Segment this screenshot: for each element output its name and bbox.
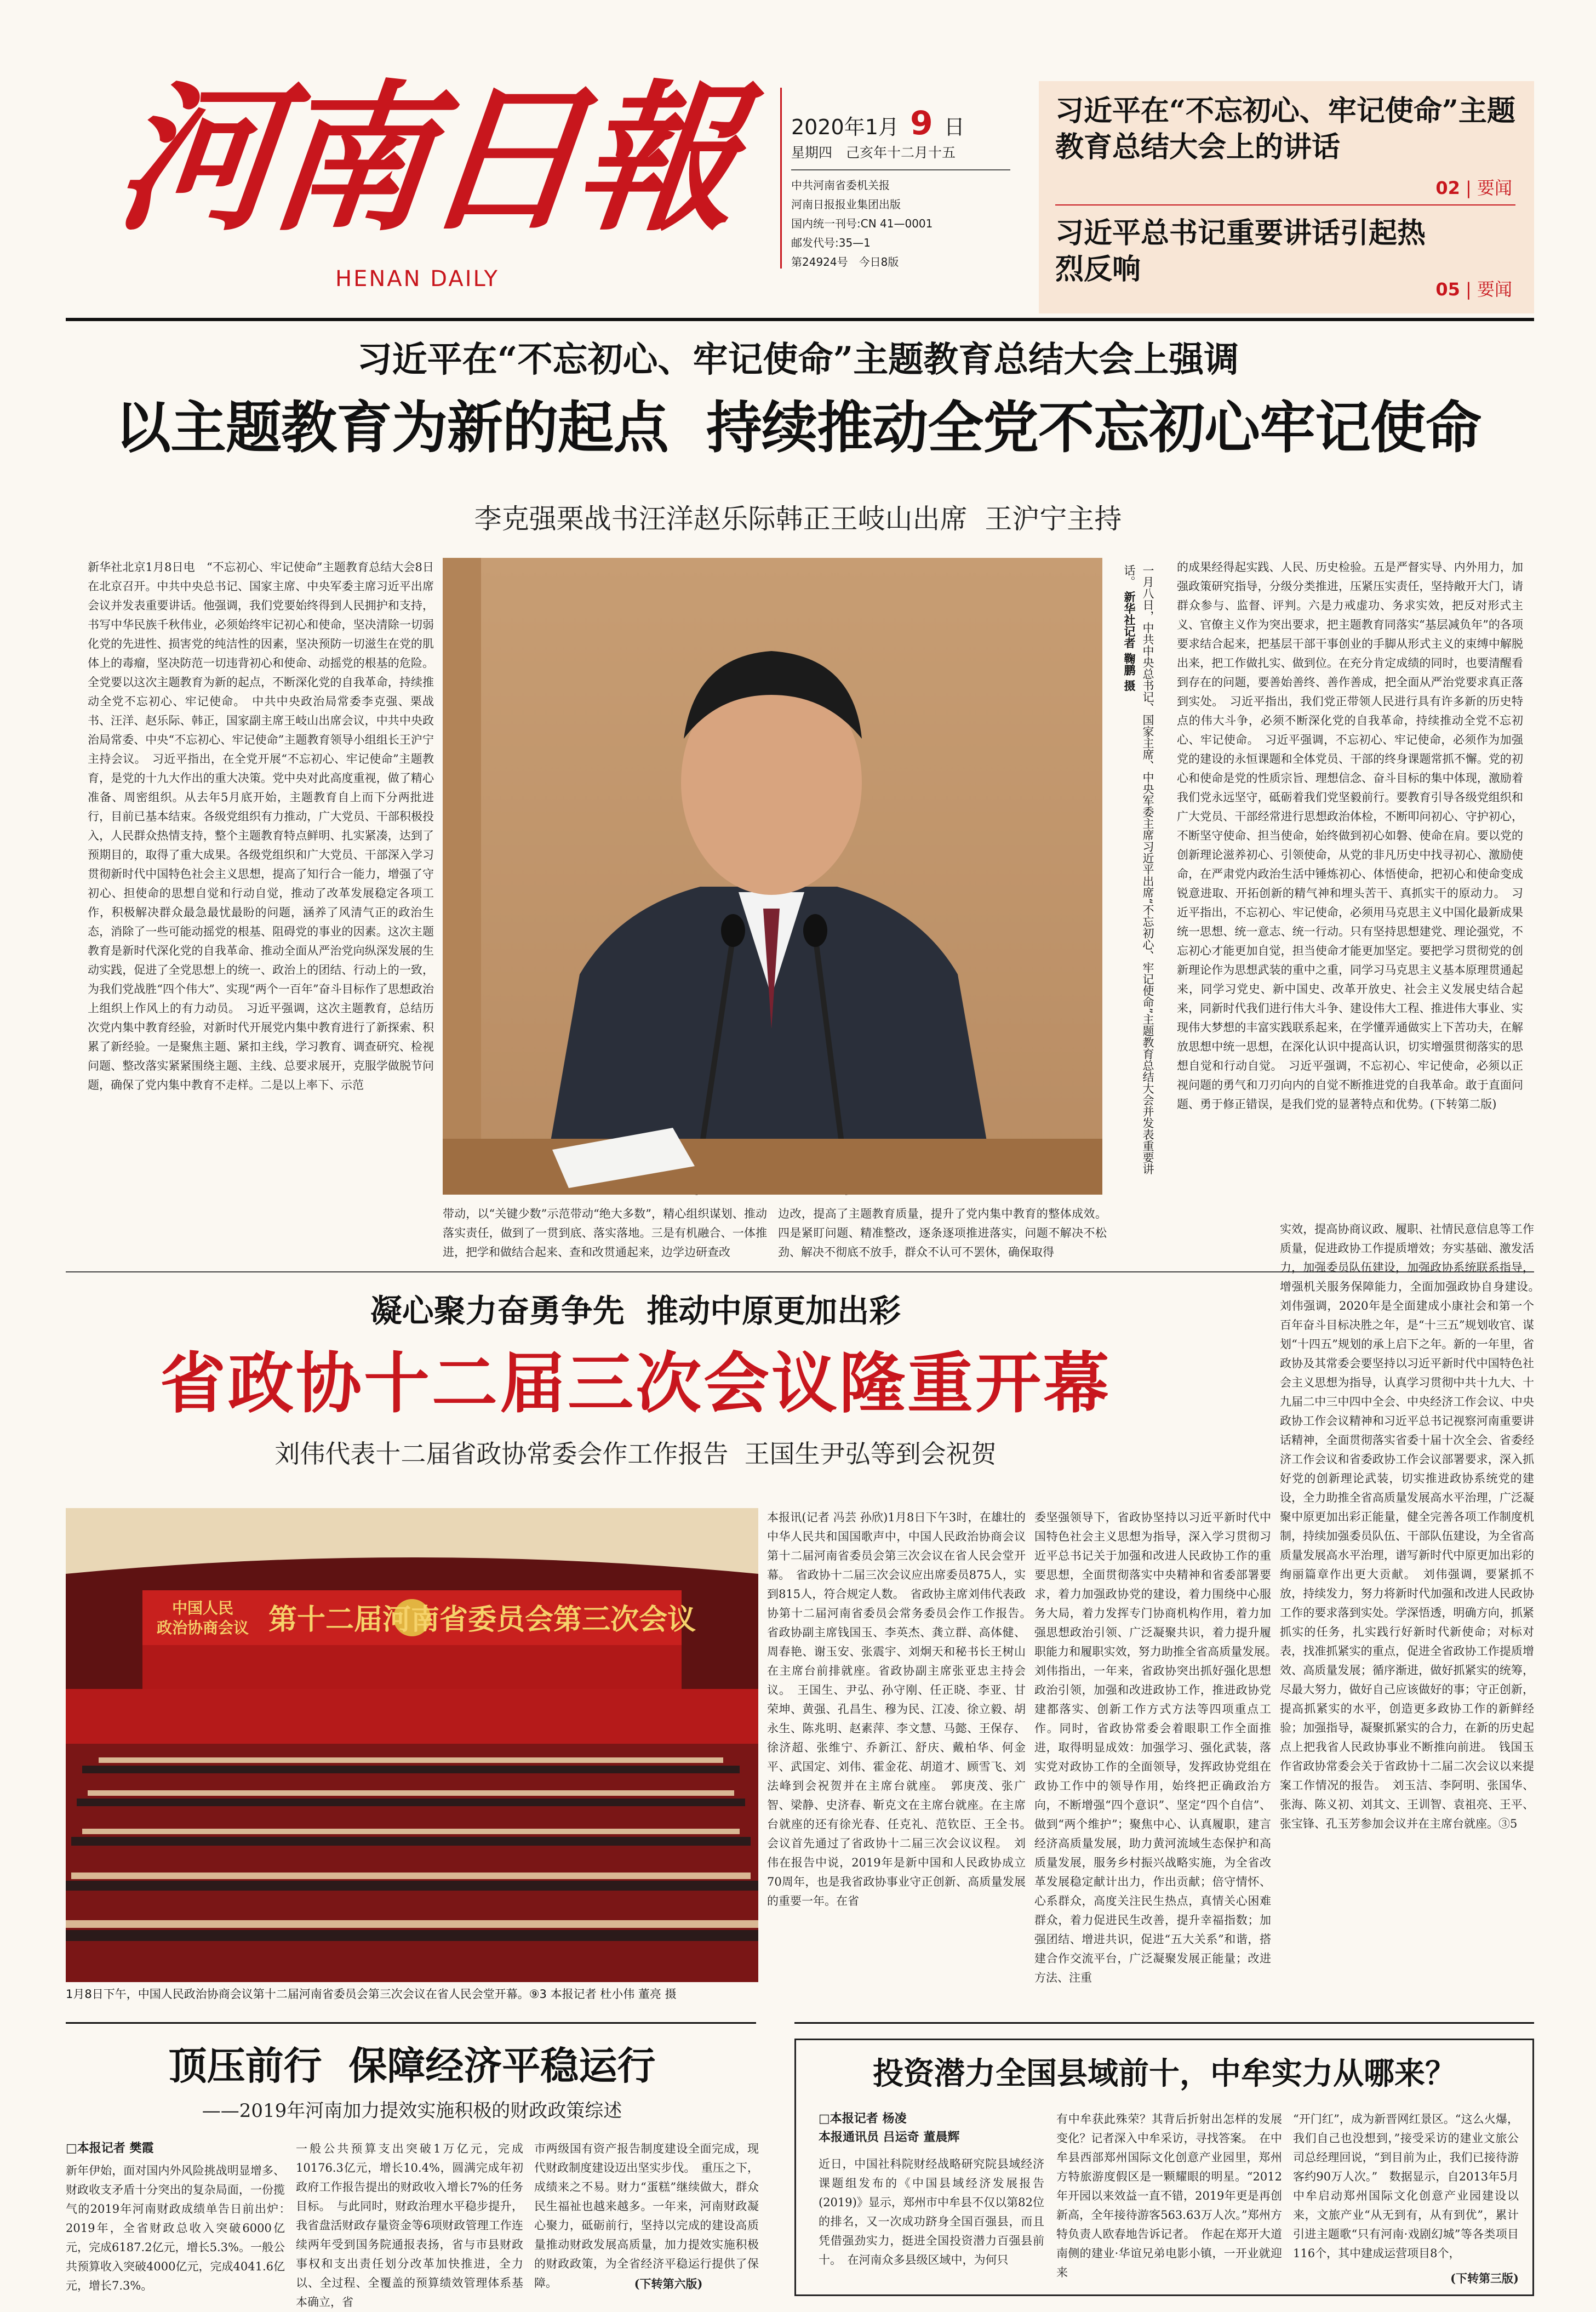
- story4-byline-1: □本报记者 杨凌: [819, 2112, 907, 2126]
- story3-subtitle: ——2019年河南加力提效实施积极的财政政策综述: [202, 2100, 622, 2122]
- lead-photo: [443, 558, 1102, 1195]
- teaser-1-separator: |: [1466, 178, 1472, 198]
- date-day: 9: [909, 104, 933, 142]
- second-headline: 省政协十二届三次会议隆重开幕: [160, 1345, 1111, 1422]
- issue-info: [791, 104, 1021, 272]
- lead-kicker: 习近平在“不忘初心、牢记使命”主题教育总结大会上强调: [357, 339, 1239, 380]
- issue-number: 第24924号 今日8版: [791, 255, 899, 269]
- weekday-lunar: 星期四 己亥年十二月十五: [791, 145, 956, 161]
- lead-headline: 以主题教育为新的起点 持续推动全党不忘初心牢记使命: [115, 396, 1481, 461]
- teaser-2-separator: |: [1466, 279, 1472, 300]
- lead-photo-caption-text: 一月八日，中共中央总书记、国家主席、中央军委主席习近平出席“不忘初心、牢记使命”主题教育总结大会并发表重要讲话。: [1123, 564, 1154, 1175]
- second-photo: [66, 1508, 758, 1982]
- lead-column-2-bottom: 带动，以“关键少数”示范带动“绝大多数”，精心组织谋划、推动落实责任，做到了一贯到底、落实落地。三是有机融合、一体推进，把学和做结合起来、查和改贯通起来，边学边研查改: [443, 1207, 767, 1259]
- second-column-3: 实效，提高协商议政、履职、社情民意信息等工作质量，促进政协工作提质增效；夯实基础、激发活力，加强委员队伍建设，加强政协系统联系指导，增强机关服务保障能力，全面加强政协自身建设。 刘伟强调，2020年是全面建成小康社会和第一个百年奋斗目标决胜之年，是“十三五”规划收官、谋划“十四五”规划的承上启下之年。新的一年里，省政协及其常委会要坚持以习近平新时代中国特色社会主义思想为指导，认真学习贯彻中共十九大、十九届二中三中四中全会、中央经济工作会议、中央政协工作会议精神和习近平总书记视察河南重要讲话精神，全面贯彻落实省委十届十次全会、省委经济工作会议和省委政协工作会议部署要求，深入抓好党的创新理论武装，切实推进政协系统党的建设，全力助推全省高质量发展高水平治理，广泛凝聚中原更加出彩正能量，健全完善各项工作制度机制，持续加强委员队伍、干部队伍建设，为全省高质量发展高水平治理，谱写新时代中原更加出彩的绚丽篇章作出更大贡献。 刘伟强调，要紧抓不放，持续发力，努力将新时代加强和改进人民政协工作的要求落到实处。学深悟透，明确方向，抓紧抓实的任务，扎实践行好新时代新使命；对标对表，找准抓紧实的重点，促进全省政协工作提质增效、高质量发展；循序渐进，做好抓紧实的统筹，尽最大努力，做好自己应该做好的事；守正创新，提高抓紧实的水平，创造更多政协工作的新鲜经验；加强指导，凝聚抓紧实的合力，在新的历史起点上把我省人民政协事业不断推向前进。 钱国玉作省政协常委会关于省政协十二届二次会议以来提案工作情况的报告。 刘玉洁、李阿明、张国华、张海、陈义初、刘其文、王训智、袁祖亮、王平、张宝锋、孔玉芳参加会议并在主席台就座。③5: [1280, 1223, 1546, 1830]
- story4-column-2: 有中牟获此殊荣？其背后折射出怎样的发展变化？记者深入中牟采访，寻找答案。 在中牟县西部郑州国际文化创意产业园里，郑州方特旅游度假区是一颗耀眼的明星。“2012年开园以来效益一直不错，2019年更是再创新高，全年接待游客563.63万人次。”郑州方特负责人欧春地告诉记者。 作起在郑开大道南侧的建业·华谊兄弟电影小镇，一开业就迎来: [1056, 2113, 1282, 2279]
- masthead-rule-bottom: [66, 318, 1534, 321]
- masthead: [0, 0, 1596, 318]
- masthead-divider: [780, 88, 782, 269]
- second-subhead: 刘伟代表十二届省政协常委会作工作报告 王国生尹弘等到会祝贺: [274, 1439, 997, 1469]
- newspaper-logo: 河南日報: [108, 65, 742, 253]
- bottom-section-rule-right: [794, 2022, 1534, 2024]
- story3-continued[interactable]: (下转第六版): [634, 2277, 703, 2291]
- teaser-2-title[interactable]: 习近平总书记重要讲话引起热烈反响: [1055, 216, 1426, 286]
- teaser-2-page-number: 05: [1435, 279, 1460, 300]
- story4-column-3: “开门红”，成为新晋网红景区。“这么火爆，我们自己也没想到，”接受采访的建业文旅公司总经理回说，“到目前为止，我们已接待游客约90万人次。” 数据显示，自2013年5月中牟启动郑州国际文化创意产业园建设以来，文旅产业“从无到有，从有到优”，累计引进主题歌“只有河南·戏剧幻城”等各类项目116个，其中建成运营项目8个，: [1293, 2113, 1519, 2260]
- lead-column-4: 的成果经得起实践、人民、历史检验。五是严督实导、内外用力，加强政策研究指导，分级分类推进，压紧压实责任，坚持敞开大门，请群众参与、监督、评判。六是力戒虚功、务求实效，把反对形式主义、官僚主义作为突出要求，把主题教育同落实“基层减负年”的各项要求结合起来，把基层干部干事创业的手脚从形式主义的束缚中解脱出来，把工作做扎实、做到位。在充分肯定成绩的同时，也要清醒看到存在的问题，要善始善终、善作善成，把全面从严治党要求真正落到实处。 习近平指出，我们党正带领人民进行具有许多新的历史特点的伟大斗争，必须不断深化党的自我革命，持续推动全党不忘初心、牢记使命。 习近平强调，不忘初心、牢记使命，必须作为加强党的建设的永恒课题和全体党员、干部的终身课题常抓不懈。党的初心和使命是党的性质宗旨、理想信念、奋斗目标的集中体现，激励着我们党永远坚守，砥砺着我们党坚毅前行。要教育引导各级党组织和广大党员、干部经常进行思想政治体检，不断叩问初心、守护初心，不断坚守使命、担当使命，始终做到初心如磐、使命在肩。要以党的创新理论滋养初心、引领使命，从党的非凡历史中找寻初心、激励使命，在严肃党内政治生活中锤炼初心、体悟使命，把初心和使命变成锐意进取、开拓创新的精气神和埋头苦干、真抓实干的原动力。 习近平指出，不忘初心、牢记使命，必须用马克思主义中国化最新成果统一思想、统一意志、统一行动。只有坚持思想建党、理论强党，不忘初心才能更加自觉，担当使命才能更加坚定。要把学习贯彻党的创新理论作为思想武装的重中之重，同学习马克思主义基本原理贯通起来，同学习党史、新中国史、改革开放史、社会主义发展史结合起来，同新时代我们进行伟大斗争、建设伟大工程、推进伟大事业、实现伟大梦想的丰富实践联系起来，在学懂弄通做实上下苦功夫，在解放思想中统一思想，在深化认识中提高认识，切实增强贯彻落实的思想自觉和行动自觉。 习近平强调，不忘初心、牢记使命，必须以正视问题的勇气和刀刃向内的自觉不断推进党的自我革命。敢于直面问题、勇于修正错误，是我们党的显著特点和优势。(下转第二版): [1177, 561, 1523, 1111]
- lead-photo-illustration: [443, 558, 1102, 1195]
- second-photo-caption: 1月8日下午，中国人民政治协商会议第十二届河南省委员会第三次会议在省人民会堂开幕。⑨3 本报记者 杜小伟 董亮 摄: [66, 1988, 677, 2001]
- story4-continued[interactable]: (下转第三版): [1450, 2271, 1519, 2285]
- story3-headline: 顶压前行 保障经济平稳运行: [168, 2043, 656, 2088]
- masthead-rule: [791, 169, 1010, 170]
- lead-photo-credit: 新华社记者 鞠鹏 摄: [1123, 591, 1136, 692]
- postal-code: 邮发代号:35—1: [791, 236, 871, 249]
- hall-banner-line2: 政治协商会议: [156, 1619, 249, 1637]
- story3-column-1: 新年伊始，面对国内外风险挑战明显增多、财政收支矛盾十分突出的复杂局面，一份揽气的2019年河南财政成绩单告日前出炉： 2019年，全省财政总收入突破6000亿元，完成6187.2亿元，增长5.3%。一般公共预算收入突破4000亿元，完成4041.6亿元，增长7.3%。: [66, 2164, 296, 2292]
- story4-column-1: 近日，中国社科院财经战略研究院县域经济课题组发布的《中国县域经济发展报告(2019)》显示，郑州市中牟县不仅以第82位的排名，又一次成功跻身全国百强县，而且凭借强劲实力，挺进全国投资潜力百强县前十。 在河南众多县级区域中，为何只: [819, 2157, 1044, 2267]
- date-suffix: 日: [943, 115, 965, 139]
- lead-column-1: 新华社北京1月8日电 “不忘初心、牢记使命”主题教育总结大会8日在北京召开。中共中央总书记、国家主席、中央军委主席习近平出席会议并发表重要讲话。他强调，我们党要始终得到人民拥护和支持，书写中华民族千秋伟业，必须始终牢记初心和使命，坚决清除一切弱化党的先进性、损害党的纯洁性的因素，坚决预防一切滋生在党的肌体上的毒瘤，坚决防范一切违背初心和使命、动摇党的根基的危险。全党要以这次主题教育为新的起点，不断深化党的自我革命，持续推动全党不忘初心、牢记使命。 中共中央政治局常委李克强、栗战书、汪洋、赵乐际、韩正，国家副主席王岐山出席会议，中共中央政治局常委、中央“不忘初心、牢记使命”主题教育领导小组组长王沪宁主持会议。 习近平指出，在全党开展“不忘初心、牢记使命”主题教育，是党的十九大作出的重大决策。党中央对此高度重视，做了精心准备、周密组织。从去年5月底开始，主题教育自上而下分两批进行，目前已基本结束。各级党组织有力推动，广大党员、干部积极投入，人民群众热情支持，整个主题教育特点鲜明、扎实紧凑，达到了预期目的，取得了重大成果。各级党组织和广大党员、干部深入学习贯彻新时代中国特色社会主义思想，提高了知行合一能力，增强了守初心、担使命的思想自觉和行动自觉，推动了改革发展稳定各项工作，积极解决群众最急最忧最盼的问题，涵养了风清气正的政治生态，消除了一些可能动摇党的根基、阻碍党的事业的因素。这次主题教育是新时代深化党的自我革命、推动全面从严治党向纵深发展的生动实践，促进了全党思想上的统一、政治上的团结、行动上的一致，为我们党战胜“四个伟大”、实现“两个一百年”奋斗目标作了思想政治上组织上作风上的有力动员。 习近平强调，这次主题教育，总结历次党内集中教育经验，对新时代开展党内集中教育进行了新探索、积累了新经验。一是聚焦主题、紧扣主线，学习教育、调查研究、检视问题、整改落实紧紧围绕主题、主线、总要求展开，克服学做脱节问题，确保了党内集中教育不走样。二是以上率下、示范: [88, 561, 434, 1092]
- lead-subhead: 李克强栗战书汪洋赵乐际韩正王岐山出席 王沪宁主持: [474, 503, 1122, 535]
- teaser-1-page-number: 02: [1435, 178, 1460, 198]
- teaser-2-page[interactable]: [1435, 278, 1512, 300]
- date-prefix: 2020年1月: [791, 115, 899, 139]
- second-kicker: 凝心聚力奋勇争先 推动中原更加出彩: [370, 1292, 901, 1329]
- hall-banner-main: 第十二届河南省委员会第三次会议: [268, 1603, 696, 1636]
- story3-column-2: 一般公共预算支出突破1万亿元，完成10176.3亿元，增长10.4%，圆满完成年初政府工作报告提出的财政收入增长7%的任务目标。 与此同时，财政治理水平稳步提升，我省盘活财政存量资金等6项财政管理工作连续两年受到国务院通报表扬，省与市县财政事权和支出责任划分改革加快推进，全力以、全过程、全覆盖的预算绩效管理体系基本确立，省: [296, 2142, 523, 2309]
- teaser-1-title[interactable]: 习近平在“不忘初心、牢记使命”主题教育总结大会上的讲话: [1055, 94, 1515, 164]
- second-column-1: 本报讯(记者 冯芸 孙欣)1月8日下午3时，在雄壮的中华人民共和国国歌声中，中国人民政治协商会议第十二届河南省委员会第三次会议在省人民会堂开幕。 省政协十二届三次会议应出席委员875人，实到815人，符合规定人数。 省政协主席刘伟代表政协第十二届河南省委员会常务委员会作工作报告。 省政协副主席钱国玉、李英杰、龚立群、高体健、周春艳、谢玉安、张震宇、刘炯天和秘书长王树山在主席台前排就座。省政协副主席张亚忠主持会议。 王国生、尹弘、孙守刚、任正晓、李亚、甘荣坤、黄强、孔昌生、穆为民、江凌、徐立毅、胡永生、陈兆明、赵素萍、李文慧、马懿、王保存、徐济超、张维宁、乔新江、舒庆、戴柏华、何金平、武国定、刘伟、霍金花、胡道才、顾雪飞、刘法峰到会祝贺并在主席台就座。 郭庚茂、张广智、梁静、史济春、靳克文在主席台就座。在主席台就座的还有徐光春、任克礼、范钦臣、王全书。 会议首先通过了省政协十二届三次会议议程。 刘伟在报告中说，2019年是新中国和人民政协成立70周年，也是我省政协事业守正创新、高质量发展的重要一年。在省: [767, 1511, 1037, 1908]
- story3-byline: □本报记者 樊霞: [66, 2142, 154, 2155]
- teaser-panel: [1039, 81, 1534, 313]
- english-name: HENAN DAILY: [335, 266, 499, 292]
- teaser-divider: [1055, 204, 1515, 205]
- hall-banner-line1: 中国人民: [171, 1599, 233, 1617]
- publisher-1: 中共河南省委机关报: [791, 179, 890, 192]
- teaser-1-section: 要闻: [1477, 178, 1512, 198]
- story4-byline-2: 本报通讯员 吕运奇 董晨辉: [819, 2131, 960, 2144]
- bottom-section-rule: [66, 2022, 756, 2024]
- teaser-2-section: 要闻: [1477, 279, 1512, 300]
- story3-column-3: 市两级国有资产报告制度建设全面完成，现代财政制度建设迈出坚实步伐。 重压之下，成绩来之不易。财力“蛋糕”继续做大，群众民生福祉也越来越多。一年来，河南财政凝心聚力，砥砺前行，坚持以完成的建设高质量推动财政发展高质量，加力提效实施积极的财政政策，为全省经济平稳运行提供了保障。: [534, 2142, 759, 2290]
- issue-date: [791, 104, 1021, 142]
- cn-number: 国内统一刊号:CN 41—0001: [791, 217, 933, 230]
- second-column-2: 委坚强领导下，省政协坚持以习近平新时代中国特色社会主义思想为指导，深入学习贯彻习近平总书记关于加强和改进人民政协工作的重要思想，全面贯彻落实中央精神和省委部署要求，着力加强政协党的建设，着力围绕中心服务大局，着力发挥专门协商机构作用，着力加强思想政治引领、广泛凝聚共识，着力提升履职能力和履职实效，努力助推全省高质量发展。 刘伟指出，一年来，省政协突出抓好强化思想政治引领，加强和改进政协工作，推进政协党建都落实、创新工作方式方法等四项重点工作。同时，省政协常委会着眼职工作全面推进，取得明显成效：加强学习、强化武装，落实党对政协工作的全面领导，发挥政协党组在政协工作中的领导作用，始终把正确政治方向，不断增强“四个意识”、坚定“四个自信”、做到“两个维护”；聚焦中心、认真履职，建言经济高质量发展，助力黄河流域生态保护和高质量发展，服务乡村振兴战略实施，为全省改革发展稳定献计出力，作出贡献；倍守情怀、心系群众，高度关注民生热点，真情关心困难群众，着力促进民生改善，提升幸福指数；加强团结、增进共识，促进“五大关系”和谐，搭建合作交流平台，广泛凝聚发展正能量；改进方法、注重: [1034, 1511, 1283, 1984]
- story4-headline: 投资潜力全国县域前十，中牟实力从哪来？: [873, 2056, 1456, 2092]
- second-photo-illustration: [66, 1508, 758, 1982]
- lead-photo-caption: [1111, 564, 1157, 1189]
- publisher-2: 河南日报报业集团出版: [791, 198, 901, 211]
- teaser-1-page[interactable]: [1435, 177, 1512, 199]
- lead-column-3-bottom: 边改，提高了主题教育质量，提升了党内集中教育的整体成效。四是紧盯问题、精准整改，逐条逐项推进落实，问题不解决不松劲、解决不彻底不放手，群众不认可不罢休，确保取得: [778, 1207, 1107, 1259]
